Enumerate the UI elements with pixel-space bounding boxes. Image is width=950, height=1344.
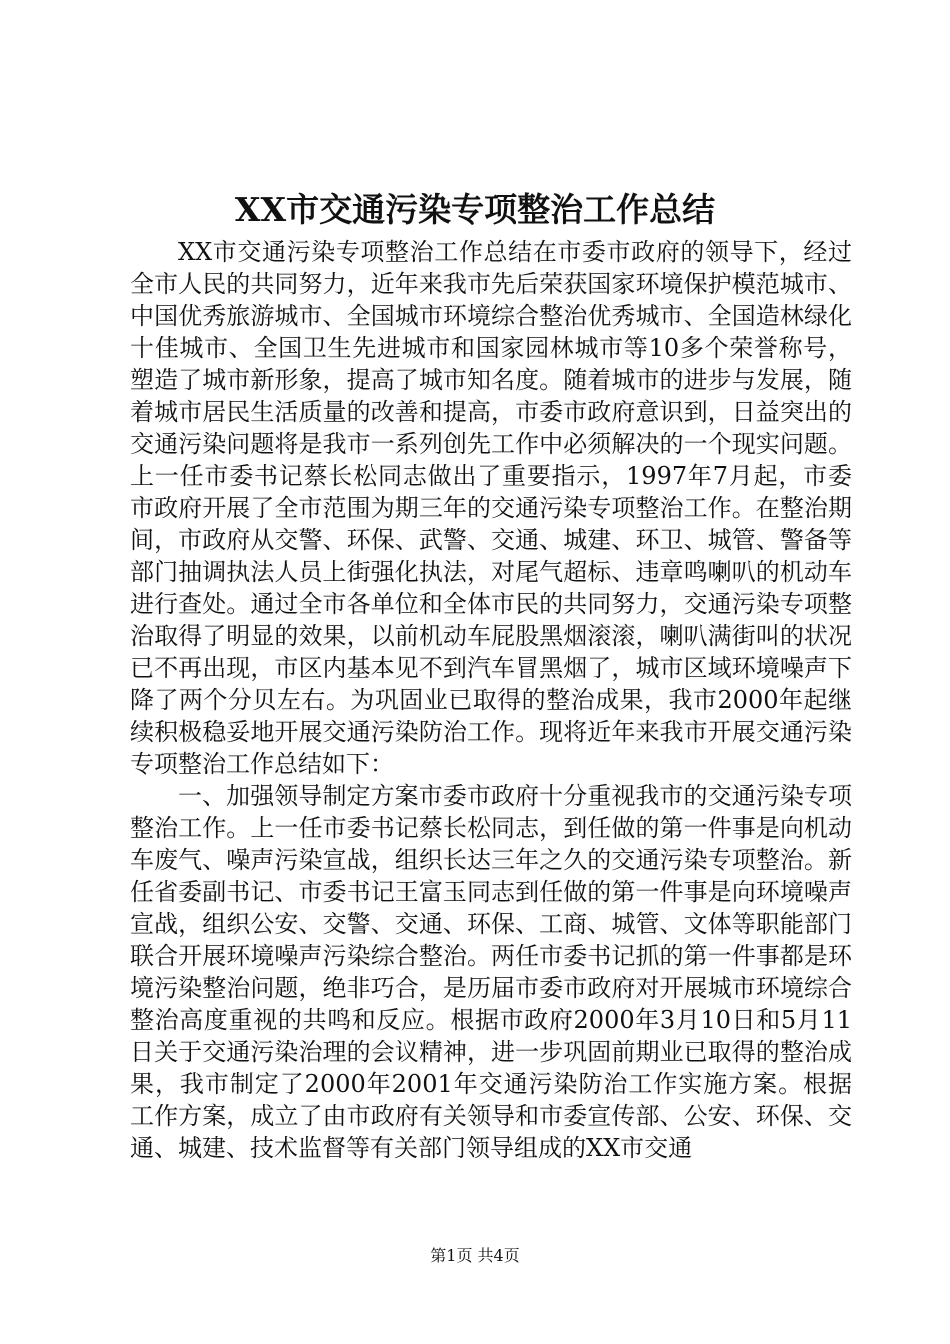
document-title: XX市交通污染专项整治工作总结 [234, 190, 716, 229]
page-total: 共4页 [477, 1246, 520, 1265]
paragraph-section-one: 一、加强领导制定方案市委市政府十分重视我市的交通污染专项整治工作。上一任市委书记蔡长松同志，到任做的第一件事是向机动车废气、噪声污染宣战，组织长达三年之久的交通污染专项整治。新任省委副书记、市委书记王富玉同志到任做的第一件事是向环境噪声宣战，组织公安、交警、交通、环保、工商、城管、文体等职能部门联合开展环境噪声污染综合整治。两任市委书记抓的第一件事都是环境污染整治问题，绝非巧合，是历届市委市政府对开展城市环境综合整治高度重视的共鸣和反应。根据市政府2000年3月10日和5月11日关于交通污染治理的会议精神，进一步巩固前期业已取得的整治成果，我市制定了2000年2001年交通污染防治工作实施方案。根据工作方案，成立了由市政府有关领导和市委宣传部、公安、环保、交通、城建、技术监督等有关部门领导组成的XX市交通 [130, 782, 852, 1162]
document-body [130, 236, 852, 1164]
page-footer [0, 1245, 950, 1267]
paragraph-intro: XX市交通污染专项整治工作总结在市委市政府的领导下，经过全市人民的共同努力，近年来我市先后荣获国家环境保护模范城市、中国优秀旅游城市、全国城市环境综合整治优秀城市、全国造林绿化十佳城市、全国卫生先进城市和国家园林城市等10多个荣誉称号，塑造了城市新形象，提高了城市知名度。随着城市的进步与发展，随着城市居民生活质量的改善和提高，市委市政府意识到，日益突出的交通污染问题将是我市一系列创先工作中必须解决的一个现实问题。上一任市委书记蔡长松同志做出了重要指示，1997年7月起，市委市政府开展了全市范围为期三年的交通污染专项整治工作。在整治期间，市政府从交警、环保、武警、交通、城建、环卫、城管、警备等部门抽调执法人员上街强化执法，对尾气超标、违章鸣喇叭的机动车进行查处。通过全市各单位和全体市民的共同努力，交通污染专项整治取得了明显的效果，以前机动车屁股黑烟滚滚，喇叭满街叫的状况已不再出现，市区内基本见不到汽车冒黑烟了，城市区域环境噪声下降了两个分贝左右。为巩固业已取得的整治成果，我市2000年起继续积极稳妥地开展交通污染防治工作。现将近年来我市开展交通污染专项整治工作总结如下： [130, 238, 852, 778]
page-number: 第1页 [430, 1246, 473, 1265]
